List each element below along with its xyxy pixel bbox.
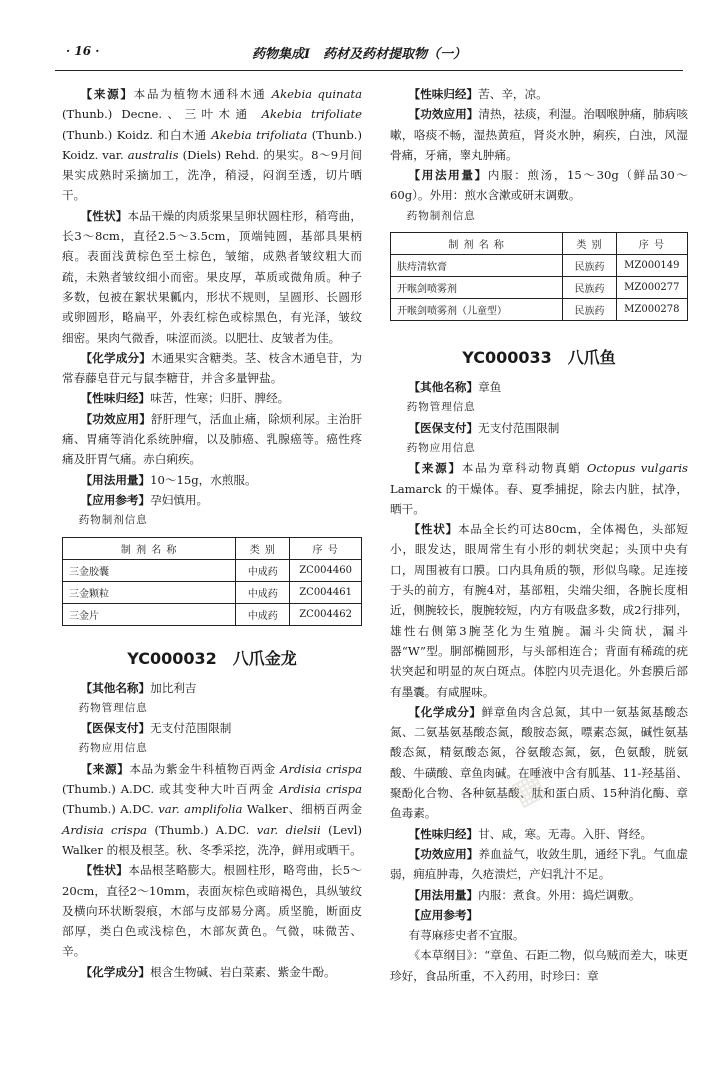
table-row: 开喉剑喷雾剂（儿童型） 民族药 MZ000278 — [391, 299, 688, 321]
col-header-name: 制 剂 名 称 — [391, 233, 563, 255]
page-number: · 16 · — [66, 44, 100, 58]
xingwei-paragraph: 【性味归经】味苦，性寒；归肝、脾经。 — [80, 391, 290, 406]
page-header — [0, 38, 721, 62]
yibao-paragraph: 【医保支付】无支付范围限制 — [80, 721, 232, 736]
table-row: 三金胶囊 中成药 ZC004460 — [63, 559, 362, 581]
xingwei-paragraph: 【性味归经】苦、辛，凉。 — [408, 87, 548, 101]
cankao-text: 有荨麻疹史者不宜服。 — [408, 928, 525, 943]
table-row: 开喉剑喷雾剂 民族药 MZ000277 — [391, 277, 688, 299]
col-header-id: 序 号 — [290, 537, 362, 559]
mgmt-caption: 药物管理信息 — [406, 401, 476, 414]
table-row: 肤痔清软膏 民族药 MZ000149 — [391, 255, 688, 277]
xingzhuang2-paragraph: 【性状】本品根茎略膨大。根圆柱形，略弯曲，长5～20cm，直径2～10mm，表面灰棕色或暗褐色，具纵皱纹及横向环状断裂痕，木部与皮部易分离。质坚脆，断面皮部厚，类白色或浅棕色，木部灰黄色。气微，味微苦、辛。 — [62, 863, 362, 959]
watermark: ▦ — [504, 762, 554, 814]
yongfa2-paragraph: 【用法用量】内服：煮食。外用：捣烂调敷。 — [408, 887, 641, 902]
huaxue-paragraph: 【化学成分】木通果实含糖类。茎、枝含木通皂苷，为常春藤皂苷元与鼠李糖苷，并含多量钾盐。 — [62, 350, 362, 386]
app-caption: 药物应用信息 — [78, 742, 148, 755]
entry-title: YC000032 八爪金龙 — [127, 648, 297, 668]
other-names-paragraph: 【其他名称】加比利吉 — [80, 680, 197, 695]
left-column — [62, 84, 362, 982]
xingzhuang-paragraph: 【性状】本品干燥的肉质浆果呈卵状圆柱形，稍弯曲，长3～8cm，直径2.5～3.5cm，顶端钝圆，基部具果柄痕。表面浅黄棕色至土棕色，皱缩，成熟者皱纹粗大而疏，未熟者皱纹细小而密。果皮厚，革质或微角质。种子多数，包被在絮状果瓤内，形状不规则，呈圆形、长圆形或卵圆形，略扁平，外表红棕色或棕黑色，有光泽，皱纹细密。果肉气微香，味涩而淡。以肥壮、皮皱者为佳。 — [62, 208, 362, 345]
yibao-paragraph: 【医保支付】无支付范围限制 — [408, 420, 560, 435]
other-names-paragraph: 【其他名称】章鱼 — [408, 380, 502, 395]
col-header-type: 类 别 — [236, 537, 290, 559]
cankao-paragraph: 【应用参考】 — [408, 907, 479, 922]
prep-caption: 药物制剂信息 — [406, 209, 476, 222]
table-header-row — [63, 537, 362, 559]
yongfa-paragraph: 【用法用量】内服：煎汤，15～30g（鲜品30～60g）。外用：煎水含漱或研末调敷。 — [390, 168, 688, 203]
prep-table — [390, 232, 688, 321]
col-header-type: 类 别 — [563, 233, 616, 255]
running-title: 药物集成Ⅰ 药材及药材提取物（一） — [252, 47, 467, 62]
prep-table — [62, 537, 362, 626]
gongxiao2-paragraph: 【功效应用】养血益气，收敛生肌，通经下乳。气血虚弱，痈疽肿毒，久疮溃烂，产妇乳汁不足。 — [390, 846, 688, 882]
huaxue2-paragraph: 【化学成分】根含生物碱、岩白菜素、紫金牛酚。 — [80, 964, 336, 979]
xingzhuang-paragraph: 【性状】本品全长约可达80cm，全体褐色，头部短小，眼发达，眼周常生有小形的刺状突起；头顶中央有口，周围被有口膜。口内具角质的颚，形似鸟喙。足连接于头的前方，有腕4对，基部粗，尖端尖细，各腕长度相近，侧腕较长，腹腕较短，内方有吸盘多数，成2行排列，雄性右侧第3腕茎化为生殖腕。漏斗尖筒状，漏斗器“W”型。胴部椭圆形，与头部相连合；背面有稀疏的疣状突起和明显的灰白斑点。体腔内贝壳退化。外套膜后部有墨囊。有咸腥味。 — [390, 522, 688, 699]
source-paragraph-prev: 【来源】本品为植物木通科木通 Akebia quinata (Thunb.) Decne.、三叶木通 Akebia trifoliate (Thunb.) Koidz. 和白木通 Akebia trifoliata (Thunb.) Koidz. var. australis (Diels) Rehd. 的果实。8～9月间果实成熟时采摘加工，洗净，稍浸，闷润至透，切片晒干。 — [62, 87, 363, 203]
mgmt-caption: 药物管理信息 — [78, 701, 148, 714]
right-column — [390, 84, 688, 986]
bencao-quote: 《本草纲目》：“章鱼、石距二物，似乌贼而差大，味更珍好，食品所重，不入药用，时珍曰：章 — [390, 948, 688, 983]
entry-title: YC000033 八爪鱼 — [462, 348, 616, 368]
gongxiao-paragraph: 【功效应用】舒肝理气，活血止痛，除烦利尿。主治肝痛、胃痛等消化系统肿瘤，以及肺癌、乳腺癌等。癌性疼痛及肝胃气痛。赤白痢疾。 — [62, 411, 362, 467]
table-header-row — [391, 233, 688, 255]
col-header-name: 制 剂 名 称 — [63, 537, 236, 559]
gongxiao-paragraph: 【功效应用】清热，祛痰，利湿。治咽喉肿痛，肺病咳嗽，咯痰不畅，湿热黄疸，肾炎水肿，痢疾，白浊，风湿骨痛，牙痛，睾丸肿痛。 — [390, 107, 688, 162]
header-rule — [55, 70, 683, 71]
table-row: 三金片 中成药 ZC004462 — [63, 603, 362, 625]
huaxue-paragraph: 【化学成分】鲜章鱼肉含总氮，其中一氨基氮基酸态氮、二氨基氨基酸态氮，酸胺态氮，嘌素态氮，碱性氨基酸态氮，精氨酸态氮，谷氨酸态氮，氨，色氨酸，胱氨酸、牛磺酸、章鱼肉碱。在唾液中含有胍基、11-羟基甾、聚酚化合物、各种氨基酸、肽和蛋白质、15种消化酶、章鱼毒素。 — [390, 704, 688, 821]
source-paragraph: 【来源】本品为章科动物真蛸 Octopus vulgaris Lamarck 的干燥体。春、夏季捕捉，除去内脏，拭净，晒干。 — [390, 461, 689, 516]
prep-caption: 药物制剂信息 — [78, 514, 148, 527]
app-caption: 药物应用信息 — [406, 441, 476, 454]
yongfa-paragraph: 【用法用量】10～15g，水煎服。 — [80, 472, 257, 487]
xingwei2-paragraph: 【性味归经】甘、咸，寒。无毒。入肝、肾经。 — [408, 826, 653, 841]
source-paragraph: 【来源】本品为紫金牛科植物百两金 Ardisia crispa (Thumb.) A.DC. 或其变种大叶百两金 Ardisia crispa (Thumb.) A.DC. var. amplifolia Walker、细柄百两金 Ardisia crispa (Thumb.) A.DC. var. dielsii (Levl) Walker 的根及根茎。秋、冬季采挖，洗净，鲜用或晒干。 — [62, 761, 362, 857]
table-row: 三金颗粒 中成药 ZC004461 — [63, 581, 362, 603]
cankao-paragraph: 【应用参考】孕妇慎用。 — [80, 492, 209, 507]
col-header-id: 序 号 — [616, 233, 687, 255]
